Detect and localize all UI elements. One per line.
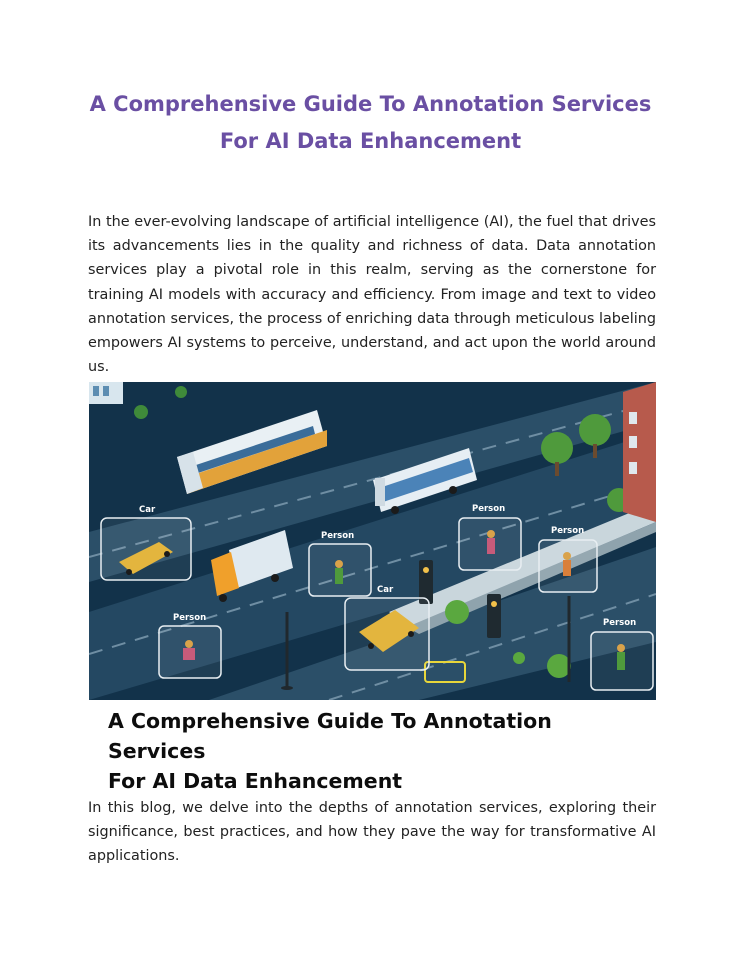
page-title [60, 86, 681, 160]
annotation-car-2 [345, 585, 429, 670]
intro-paragraph: In the ever-evolving landscape of artificial intelligence (AI), the fuel that drives its advancements lies in the quality and richness of data. Data annotation services play a pivotal role in this realm, serving as the cornerstone for training AI models with accuracy and efficiency. From image and text to video annotation services, the process of enriching data through meticulous labeling empowers AI systems to perceive, understand, and act upon the world around us. [88, 214, 656, 376]
blog-paragraph: In this blog, we delve into the depths of annotation services, exploring their significance, best practices, and how they pave the way for transformative AI applications. [88, 800, 656, 865]
page-title-line-2: For AI Data Enhancement [219, 129, 522, 153]
label-car-2: Car [377, 585, 394, 595]
figure-banner [89, 700, 656, 793]
hero-illustration [89, 382, 656, 793]
street-scene [89, 382, 656, 700]
banner-title-line-2: For AI Data Enhancement [108, 769, 403, 793]
label-car-1: Car [139, 505, 156, 515]
label-person-2: Person [472, 504, 506, 514]
label-person-5: Person [603, 618, 637, 628]
page-title-line-1: A Comprehensive Guide To Annotation Services [89, 92, 652, 116]
label-person-1: Person [321, 531, 355, 541]
banner-title-line-1: A Comprehensive Guide To Annotation Services [108, 709, 552, 763]
banner-title [108, 706, 648, 796]
label-person-4: Person [173, 613, 207, 623]
label-person-3: Person [551, 526, 585, 536]
